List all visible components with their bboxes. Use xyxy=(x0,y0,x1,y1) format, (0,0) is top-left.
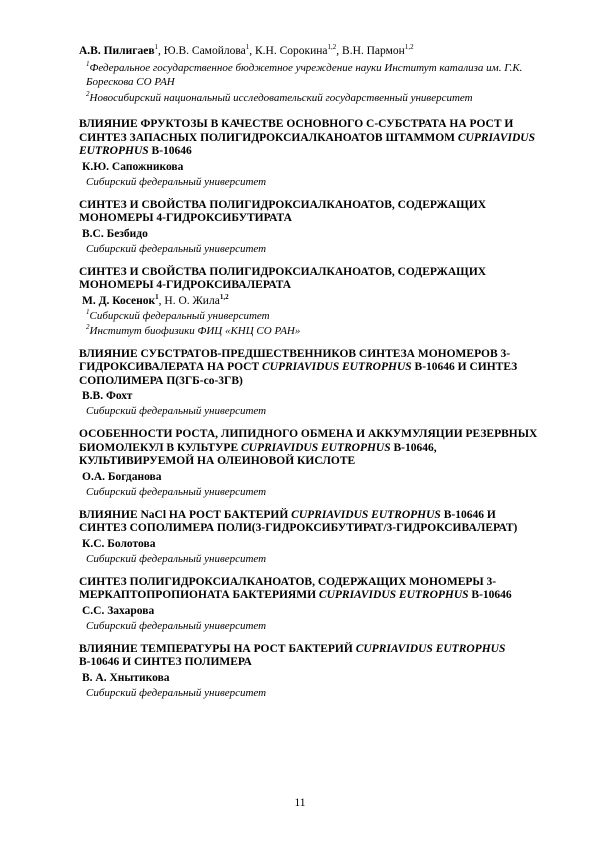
affiliation xyxy=(79,91,541,105)
abstract-title xyxy=(79,348,541,389)
affiliation xyxy=(79,619,541,633)
author-separator: , xyxy=(158,294,165,307)
title-text: В-10646 И СИНТЕЗ СОПОЛИМЕРА П(3ГБ-со-3ГВ) xyxy=(79,361,518,387)
affiliation xyxy=(79,552,541,566)
affiliation xyxy=(79,61,541,89)
abstract-entry xyxy=(79,509,541,566)
affiliation-text: Сибирский федеральный университет xyxy=(86,175,267,188)
species-name: CUPRIAVIDUS EUTROPHUS xyxy=(355,642,506,655)
affiliation-marker: 1,2 xyxy=(404,43,414,51)
abstract-entry xyxy=(79,428,541,499)
title-text: ОСОБЕННОСТИ РОСТА, ЛИПИДНОГО ОБМЕНА И АККУМУЛЯЦИИ РЕЗЕРВНЫХ БИОМОЛЕКУЛ В КУЛЬТУРЕ xyxy=(79,428,538,454)
title-text: ВЛИЯНИЕ СУБСТРАТОВ-ПРЕДШЕСТВЕННИКОВ СИНТЕЗА МОНОМЕРОВ 3-ГИДРОКСИВАЛЕРАТА НА РОСТ xyxy=(79,347,511,373)
author-line xyxy=(79,389,541,403)
abstract-entry xyxy=(79,118,541,189)
affiliation-text: Сибирский федеральный университет xyxy=(86,485,267,498)
author-separator: , xyxy=(158,45,164,57)
abstract-title xyxy=(79,199,541,226)
header-block xyxy=(79,44,541,105)
abstract-title xyxy=(79,118,541,159)
affiliation-text: Сибирский федеральный университет xyxy=(86,686,267,699)
affiliation-text: Сибирский федеральный университет xyxy=(89,309,270,322)
affiliation xyxy=(79,324,541,338)
title-text: В-10646 И СИНТЕЗ СОПОЛИМЕРА ПОЛИ(3-ГИДРОКСИБУТИРАТ/3-ГИДРОКСИВАЛЕРАТ) xyxy=(79,508,518,534)
author-name: К.С. Болотова xyxy=(82,537,156,550)
author-name: В.В. Фохт xyxy=(82,390,133,402)
author-name: В.Н. Пармон xyxy=(342,45,405,57)
affiliation-marker: 2 xyxy=(86,322,90,331)
abstract-title xyxy=(79,428,541,469)
author-name: В.С. Безбидо xyxy=(82,227,148,240)
affiliation-text: Федеральное государственное бюджетное учреждение науки Институт катализа им. Г.К. Борескова СО РАН xyxy=(86,62,523,88)
abstract-entry xyxy=(79,643,541,700)
title-text: ВЛИЯНИЕ ФРУКТОЗЫ В КАЧЕСТВЕ ОСНОВНОГО С-СУБСТРАТА НА РОСТ И СИНТЕЗ ЗАПАСНЫХ ПОЛИГИДРОКСИАЛКАНОАТОВ ШТАММОМ xyxy=(79,118,514,144)
page-content xyxy=(79,44,541,700)
abstract-list xyxy=(79,118,541,700)
abstract-title xyxy=(79,266,541,293)
title-text: СИНТЕЗ И СВОЙСТВА ПОЛИГИДРОКСИАЛКАНОАТОВ, СОДЕРЖАЩИХ МОНОМЕРЫ 4-ГИДРОКСИВАЛЕРАТА xyxy=(79,265,487,291)
species-name: CUPRIAVIDUS EUTROPHUS xyxy=(291,508,441,521)
affiliation-text: Сибирский федеральный университет xyxy=(86,405,267,417)
affiliation xyxy=(79,404,541,418)
title-text: СИНТЕЗ И СВОЙСТВА ПОЛИГИДРОКСИАЛКАНОАТОВ, СОДЕРЖАЩИХ МОНОМЕРЫ 4-ГИДРОКСИБУТИРАТА xyxy=(79,198,487,224)
affiliation-marker: 1 xyxy=(245,43,250,51)
abstract-title xyxy=(79,576,541,603)
author-name: М. Д. Косенок xyxy=(82,294,156,307)
species-name: CUPRIAVIDUS EUTROPHUS xyxy=(318,589,469,601)
affiliation-text: Сибирский федеральный университет xyxy=(86,619,267,632)
affiliation-list xyxy=(79,61,541,105)
title-text: В-10646 xyxy=(468,589,512,601)
title-text: В-10646 xyxy=(148,145,192,157)
affiliation-marker: 1,2 xyxy=(219,292,229,301)
abstract-entry xyxy=(79,199,541,256)
affiliation-text: Сибирский федеральный университет xyxy=(86,242,267,255)
abstract-title xyxy=(79,643,541,670)
affiliation xyxy=(79,242,541,256)
title-text: В-10646 И СИНТЕЗ ПОЛИМЕРА xyxy=(79,656,252,668)
author-name: В. А. Хнытикова xyxy=(82,671,170,684)
affiliation-text: Новосибирский национальный исследовательский государственный университет xyxy=(89,92,473,104)
abstract-entry xyxy=(79,348,541,419)
author-line xyxy=(79,160,541,174)
affiliation-marker: 1 xyxy=(86,307,90,316)
affiliation xyxy=(79,309,541,323)
affiliation-marker: 1,2 xyxy=(327,43,337,51)
author-name: К.Н. Сорокина xyxy=(255,45,328,57)
title-text: В-10646, КУЛЬТИВИРУЕМОЙ НА ОЛЕИНОВОЙ КИСЛОТЕ xyxy=(79,441,437,467)
author-separator: , xyxy=(336,45,343,57)
species-name: CUPRIAVIDUS EUTROPHUS xyxy=(262,361,412,373)
title-text: ВЛИЯНИЕ ТЕМПЕРАТУРЫ НА РОСТ БАКТЕРИЙ xyxy=(79,642,356,655)
author-name: Н. О. Жила xyxy=(164,294,220,307)
page-number: 11 xyxy=(294,797,306,809)
author-line xyxy=(79,604,541,618)
abstract-entry xyxy=(79,266,541,338)
title-text: ВЛИЯНИЕ NaCl НА РОСТ БАКТЕРИЙ xyxy=(79,508,292,521)
abstract-title xyxy=(79,509,541,536)
affiliation-marker: 1 xyxy=(86,60,90,68)
affiliation xyxy=(79,686,541,700)
affiliation-marker: 1 xyxy=(155,292,159,301)
author-separator: , xyxy=(249,45,255,57)
species-name: CUPRIAVIDUS EUTROPHUS xyxy=(241,441,391,454)
species-name: CUPRIAVIDUS EUTROPHUS xyxy=(79,131,535,157)
author-line xyxy=(79,537,541,551)
author-line xyxy=(79,44,541,58)
affiliation xyxy=(79,175,541,189)
affiliation xyxy=(79,485,541,499)
affiliation-text: Институт биофизики ФИЦ «КНЦ СО РАН» xyxy=(89,324,301,337)
author-line xyxy=(79,227,541,241)
author-line xyxy=(79,671,541,685)
affiliation-marker: 2 xyxy=(86,90,90,98)
author-name: Ю.В. Самойлова xyxy=(163,45,246,57)
author-line xyxy=(79,470,541,484)
author-name: А.В. Пилигаев xyxy=(79,45,155,57)
title-text: СИНТЕЗ ПОЛИГИДРОКСИАЛКАНОАТОВ, СОДЕРЖАЩИХ МОНОМЕРЫ 3-МЕРКАПТОПРОПИОНАТА БАКТЕРИЯМИ xyxy=(79,575,497,601)
author-name: О.А. Богданова xyxy=(82,470,162,483)
affiliation-text: Сибирский федеральный университет xyxy=(86,552,267,565)
author-name: С.С. Захарова xyxy=(82,604,155,617)
affiliation-marker: 1 xyxy=(154,43,159,51)
abstract-entry xyxy=(79,576,541,633)
author-line xyxy=(79,294,541,308)
author-name: К.Ю. Сапожникова xyxy=(82,160,184,173)
